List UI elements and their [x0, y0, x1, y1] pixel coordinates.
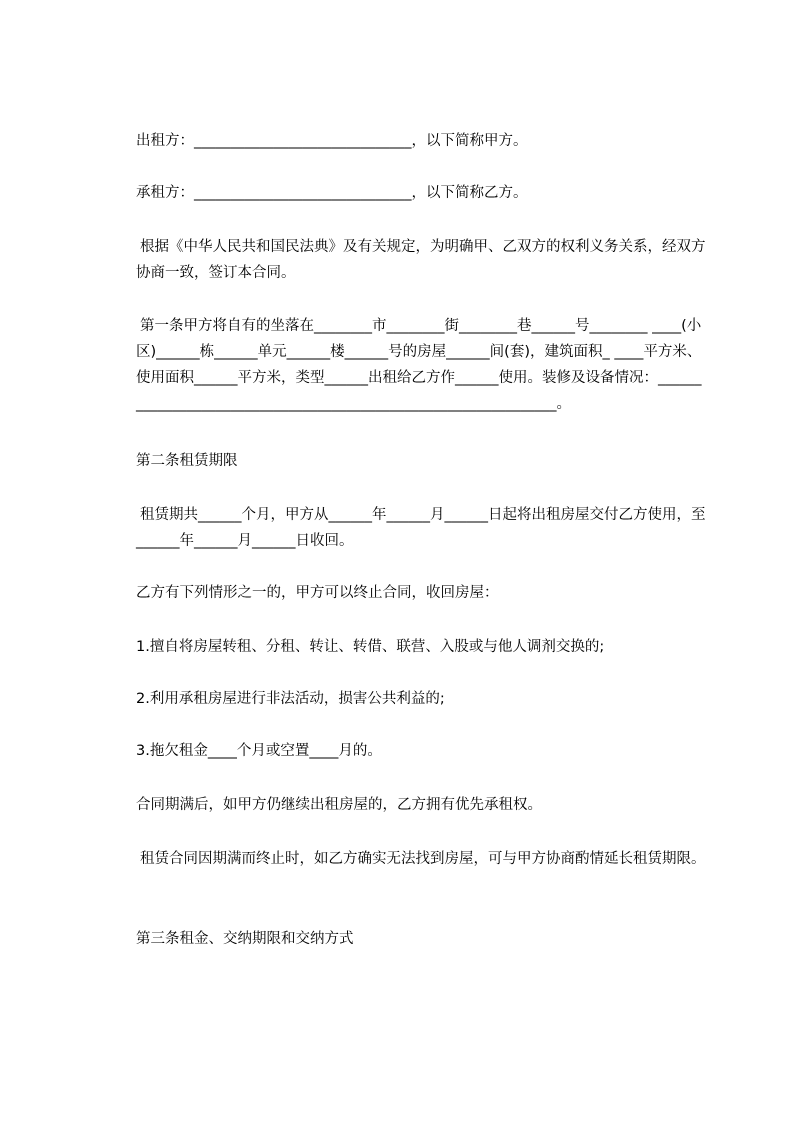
priority-renewal-paragraph: 合同期满后，如甲方仍继续出租房屋的，乙方拥有优先承租权。 [136, 797, 542, 813]
termination-item-1: 1.擅自将房屋转租、分租、转让、转借、联营、入股或与他人调剂交换的; [136, 639, 605, 655]
lessor-line: 出租方：______________________________，以下简称甲方。 [136, 133, 528, 149]
termination-intro: 乙方有下列情形之一的，甲方可以终止合同，收回房屋： [136, 585, 499, 601]
lessee-line: 承租方：______________________________，以下简称乙方。 [136, 185, 528, 201]
article-3-heading: 第三条租金、交纳期限和交纳方式 [136, 931, 354, 947]
termination-item-2: 2.利用承租房屋进行非法活动，损害公共利益的; [136, 691, 445, 707]
article-1-paragraph: 第一条甲方将自有的坐落在________市________街________巷______号________ ____(小区)______栋______单元______楼______号的房屋______间(套)，建筑面积_ ____平方米、使用面积______平方米，类型______出租给乙方作______使用。装修及设备情况：________________________________________________________________。 [136, 318, 702, 412]
article-2-heading: 第二条租赁期限 [136, 453, 238, 469]
extension-paragraph: 租赁合同因期满而终止时，如乙方确实无法找到房屋，可与甲方协商酌情延长租赁期限。 [140, 851, 706, 867]
preamble-paragraph: 根据《中华人民共和国民法典》及有关规定，为明确甲、乙双方的权利义务关系，经双方协商一致，签订本合同。 [136, 239, 706, 281]
termination-item-3: 3.拖欠租金____个月或空置____月的。 [136, 743, 382, 759]
lease-term-paragraph: 租赁期共______个月，甲方从______年______月______日起将出租房屋交付乙方使用，至______年______月______日收回。 [136, 507, 706, 549]
